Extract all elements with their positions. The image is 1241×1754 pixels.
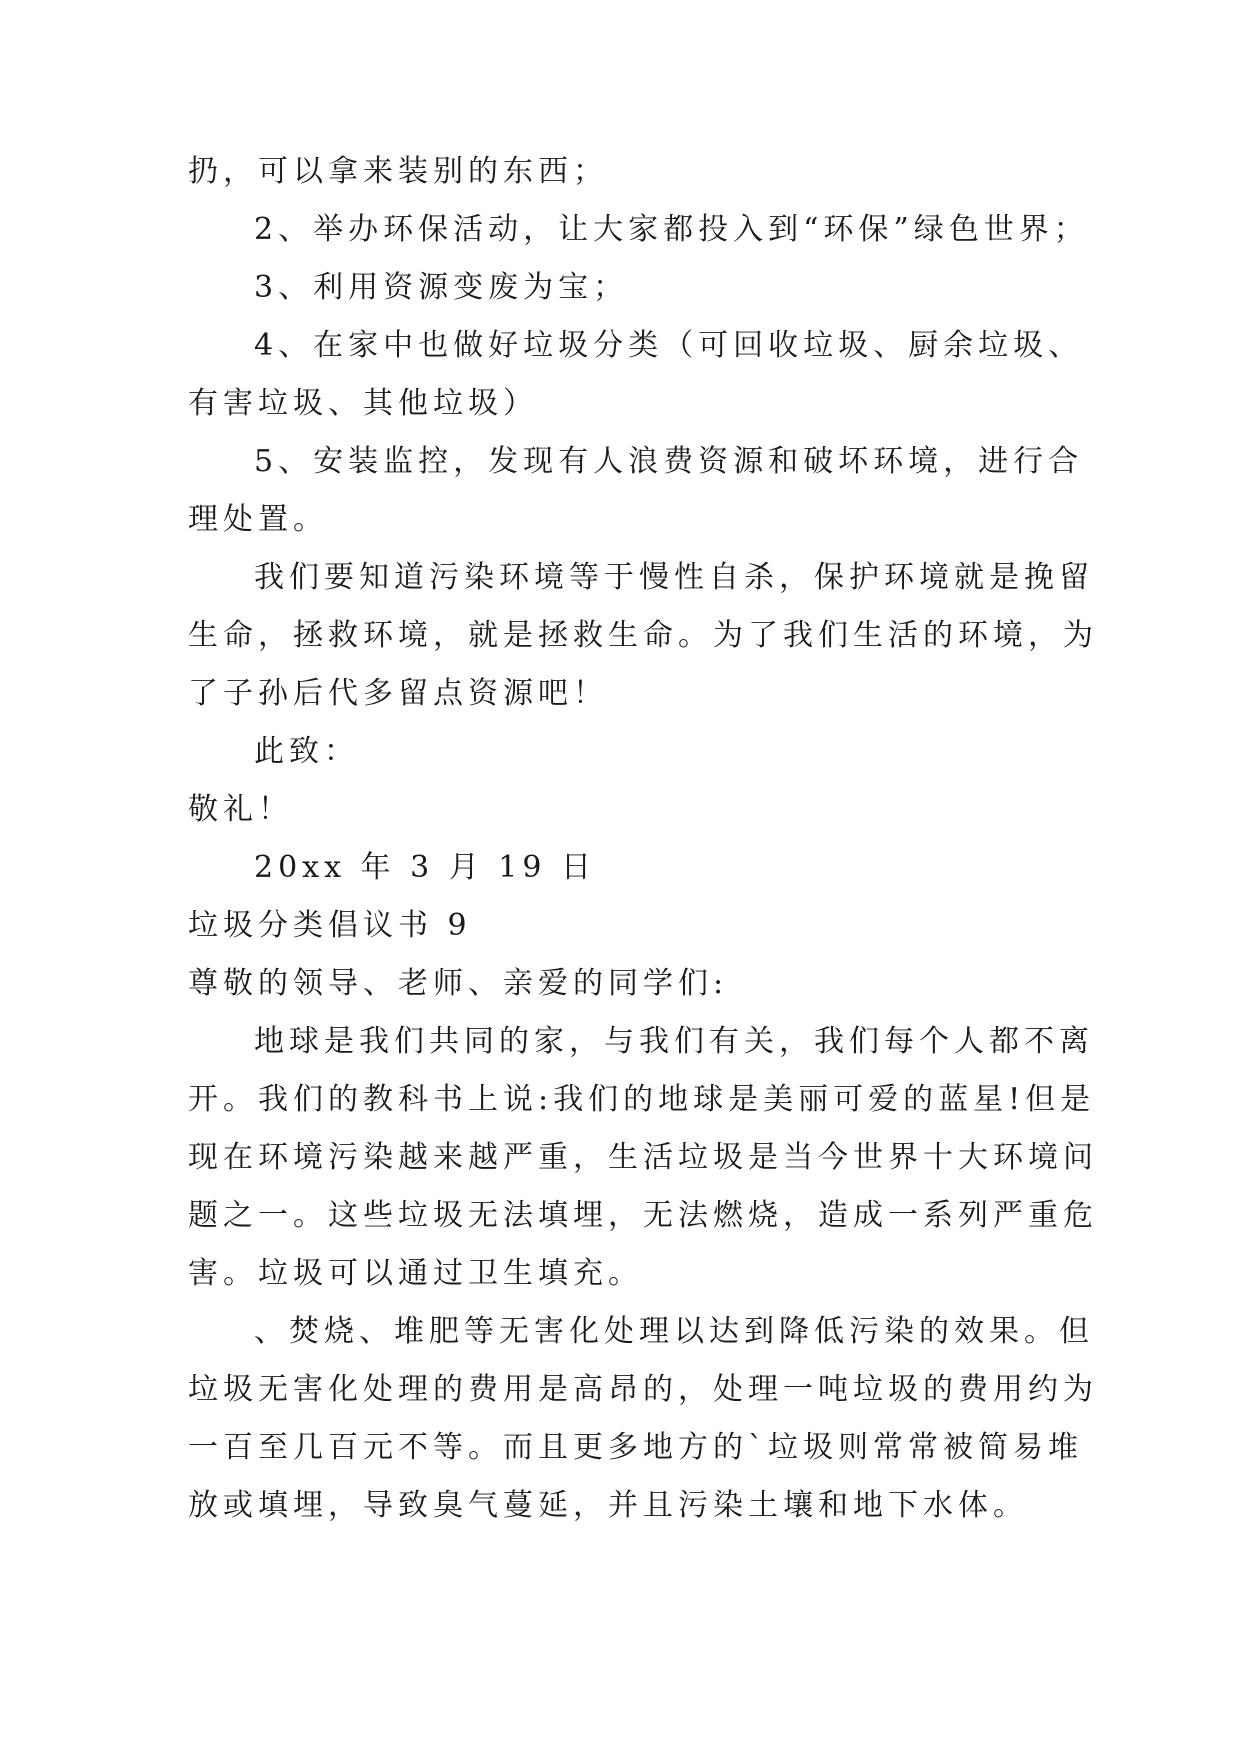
text-line: 垃圾无害化处理的费用是高昂的，处理一吨垃圾的费用约为 [188, 1372, 1098, 1407]
date-line: 20xx 年 3 月 19 日 [254, 850, 596, 885]
text-line: 开。我们的教科书上说:我们的地球是美丽可爱的蓝星!但是 [188, 1082, 1096, 1117]
section-title: 垃圾分类倡议书 9 [188, 908, 472, 943]
text-line: 扔，可以拿来装别的东西； [188, 154, 608, 189]
list-item: 2、举办环保活动，让大家都投入到“环保”绿色世界； [254, 212, 1089, 247]
paragraph-start: 、焚烧、堆肥等无害化处理以达到降低污染的效果。但 [254, 1314, 1094, 1349]
closing-salutation: 此致： [254, 734, 359, 769]
text-line: 了子孙后代多留点资源吧！ [188, 676, 608, 711]
paragraph-start: 地球是我们共同的家，与我们有关，我们每个人都不离 [254, 1024, 1094, 1059]
list-item: 4、在家中也做好垃圾分类（可回收垃圾、厨余垃圾、 [254, 328, 1084, 363]
paragraph-start: 我们要知道污染环境等于慢性自杀，保护环境就是挽留 [254, 560, 1094, 595]
text-line: 一百至几百元不等。而且更多地方的`垃圾则常常被简易堆 [188, 1430, 1083, 1465]
text-line: 有害垃圾、其他垃圾） [188, 386, 538, 421]
text-line: 现在环境污染越来越严重，生活垃圾是当今世界十大环境问 [188, 1140, 1098, 1175]
closing-regards: 敬礼！ [188, 792, 293, 827]
list-item: 3、利用资源变废为宝； [254, 270, 629, 305]
text-line: 题之一。这些垃圾无法填埋，无法燃烧，造成一系列严重危 [188, 1198, 1098, 1233]
text-line: 放或填埋，导致臭气蔓延，并且污染土壤和地下水体。 [188, 1488, 1028, 1523]
text-line: 生命，拯救环境，就是拯救生命。为了我们生活的环境，为 [188, 618, 1098, 653]
text-line: 理处置。 [188, 502, 328, 537]
text-line: 害。垃圾可以通过卫生填充。 [188, 1256, 643, 1291]
list-item: 5、安装监控，发现有人浪费资源和破坏环境，进行合 [254, 444, 1084, 479]
greeting-line: 尊敬的领导、老师、亲爱的同学们: [188, 966, 729, 1001]
